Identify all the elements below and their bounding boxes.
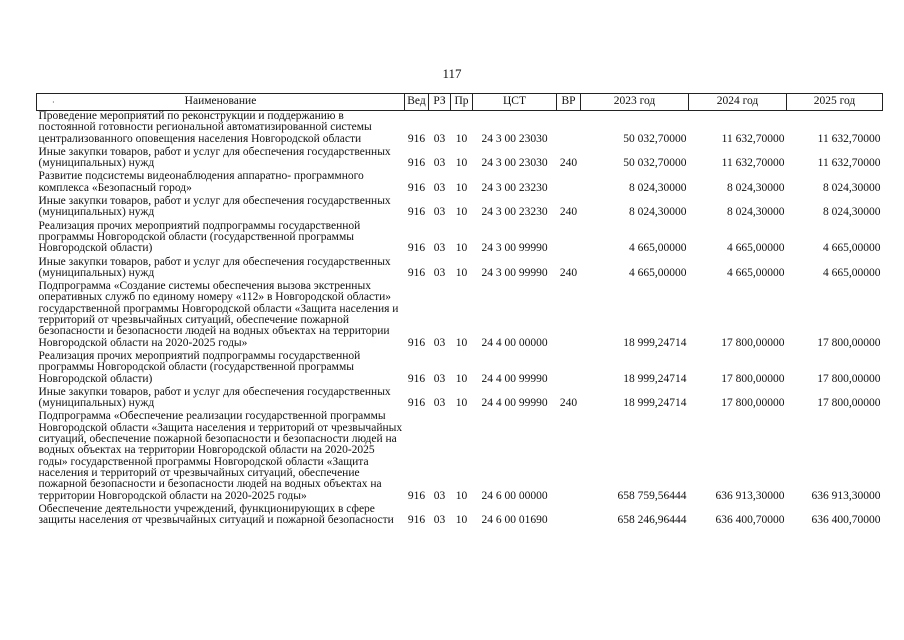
row-rz-cell: 03 <box>433 514 446 527</box>
row-pr-cell: 10 <box>455 157 468 170</box>
row-2024-cell: 11 632,70000 <box>721 157 785 170</box>
row-vr-cell <box>557 281 581 351</box>
row-pr-cell: 10 <box>455 266 468 279</box>
row-rz-cell: 03 <box>433 397 446 410</box>
row-cst-cell: 24 4 00 99990 <box>481 372 548 385</box>
row-rz-cell: 03 <box>433 157 446 170</box>
table-row <box>37 221 883 257</box>
row-2025-cell: 636 400,70000 <box>811 514 881 527</box>
row-pr-cell: 10 <box>455 206 468 219</box>
scan-dot: · <box>52 98 55 107</box>
row-2024-cell: 8 024,30000 <box>727 206 785 219</box>
row-name-cell: Развитие подсистемы видеонаблюдения аппаратно- программного комплекса «Безопасный город» <box>38 170 364 194</box>
table-row <box>37 504 883 529</box>
row-vr-cell <box>557 504 581 529</box>
row-2024-cell: 4 665,00000 <box>727 242 785 255</box>
row-rz-cell: 03 <box>433 132 446 145</box>
header-2025: 2025 год <box>787 94 883 111</box>
row-cst-cell: 24 3 00 99990 <box>481 242 548 255</box>
row-2024-cell: 17 800,00000 <box>721 372 785 385</box>
row-pr-cell: 10 <box>455 242 468 255</box>
row-name-cell: Проведение мероприятий по реконструкции и поддержанию в постоянной готовности региональной автоматизированной системы централизованного оповещения населения Новгородской области <box>38 110 372 145</box>
row-vr-cell <box>557 111 581 147</box>
header-ved: Вед <box>405 94 429 111</box>
row-name-cell: Иные закупки товаров, работ и услуг для обеспечения государственных (муниципальных) нужд <box>38 255 391 279</box>
row-rz-cell: 03 <box>433 336 446 349</box>
table-row <box>37 257 883 282</box>
row-pr-cell: 10 <box>455 181 468 194</box>
row-cst-cell: 24 3 00 23230 <box>481 206 548 219</box>
row-rz-cell: 03 <box>433 242 446 255</box>
row-vr-cell <box>557 351 581 387</box>
row-cst-cell: 24 4 00 00000 <box>481 336 548 349</box>
row-2023-cell: 4 665,00000 <box>629 266 687 279</box>
row-vr-cell: 240 <box>559 157 578 170</box>
row-ved-cell: 916 <box>407 397 426 410</box>
budget-table <box>36 93 883 528</box>
row-2023-cell: 8 024,30000 <box>629 206 687 219</box>
row-ved-cell: 916 <box>407 489 426 502</box>
row-cst-cell: 24 3 00 23030 <box>481 157 548 170</box>
row-pr-cell: 10 <box>455 514 468 527</box>
row-cst-cell: 24 3 00 23230 <box>481 181 548 194</box>
table-row <box>37 387 883 412</box>
row-2025-cell: 4 665,00000 <box>823 266 881 279</box>
row-2024-cell: 636 400,70000 <box>715 514 785 527</box>
header-vr: ВР <box>557 94 581 111</box>
row-2023-cell: 8 024,30000 <box>629 181 687 194</box>
row-vr-cell: 240 <box>559 206 578 219</box>
row-cst-cell: 24 6 00 00000 <box>481 489 548 502</box>
row-name-cell: Иные закупки товаров, работ и услуг для обеспечения государственных (муниципальных) нужд <box>38 195 391 219</box>
row-2024-cell: 8 024,30000 <box>727 181 785 194</box>
row-vr-cell <box>557 411 581 503</box>
header-2023: 2023 год <box>581 94 689 111</box>
header-rz: РЗ <box>429 94 451 111</box>
table-row <box>37 147 883 172</box>
row-vr-cell: 240 <box>559 397 578 410</box>
row-ved-cell: 916 <box>407 242 426 255</box>
table-row <box>37 411 883 503</box>
row-name-cell: Иные закупки товаров, работ и услуг для обеспечения государственных (муниципальных) нужд <box>38 385 391 410</box>
row-rz-cell: 03 <box>433 206 446 219</box>
row-2024-cell: 636 913,30000 <box>715 489 785 502</box>
row-pr-cell: 10 <box>455 397 468 410</box>
row-vr-cell: 240 <box>559 266 578 279</box>
row-2025-cell: 8 024,30000 <box>823 181 881 194</box>
header-cst: ЦСТ <box>473 94 557 111</box>
row-2023-cell: 4 665,00000 <box>629 242 687 255</box>
row-2024-cell: 17 800,00000 <box>721 336 785 349</box>
row-cst-cell: 24 6 00 01690 <box>481 514 548 527</box>
row-2023-cell: 18 999,24714 <box>623 336 687 349</box>
row-name-cell: Реализация прочих мероприятий подпрограммы государственной программы Новгородской области (государственной программы Новгородской области) <box>38 349 361 385</box>
row-2023-cell: 18 999,24714 <box>623 372 687 385</box>
row-2024-cell: 17 800,00000 <box>721 397 785 410</box>
row-2024-cell: 4 665,00000 <box>727 266 785 279</box>
row-2025-cell: 636 913,30000 <box>811 489 881 502</box>
row-2023-cell: 658 759,56444 <box>617 489 687 502</box>
header-2024: 2024 год <box>689 94 787 111</box>
row-name-cell: Обеспечение деятельности учреждений, функционирующих в сфере защиты населения от чрезвычайных ситуаций и пожарной безопасности <box>38 502 394 527</box>
row-ved-cell: 916 <box>407 181 426 194</box>
row-rz-cell: 03 <box>433 372 446 385</box>
row-pr-cell: 10 <box>455 132 468 145</box>
row-2023-cell: 18 999,24714 <box>623 397 687 410</box>
page-number: 117 <box>442 66 462 81</box>
table-row <box>37 171 883 196</box>
row-cst-cell: 24 3 00 99990 <box>481 266 548 279</box>
table-header-row <box>37 94 883 111</box>
row-name-cell: Иные закупки товаров, работ и услуг для обеспечения государственных (муниципальных) нужд <box>38 145 391 170</box>
table-row <box>37 351 883 387</box>
row-cst-cell: 24 4 00 99990 <box>481 397 548 410</box>
row-pr-cell: 10 <box>455 372 468 385</box>
row-2025-cell: 17 800,00000 <box>817 372 881 385</box>
row-ved-cell: 916 <box>407 266 426 279</box>
row-vr-cell <box>557 171 581 196</box>
row-rz-cell: 03 <box>433 266 446 279</box>
row-pr-cell: 10 <box>455 336 468 349</box>
row-2025-cell: 11 632,70000 <box>817 132 881 145</box>
row-ved-cell: 916 <box>407 372 426 385</box>
row-2023-cell: 50 032,70000 <box>623 132 687 145</box>
row-rz-cell: 03 <box>433 489 446 502</box>
row-ved-cell: 916 <box>407 157 426 170</box>
table-row <box>37 111 883 147</box>
row-name-cell: Реализация прочих мероприятий подпрограммы государственной программы Новгородской области (государственной программы Новгородской области) <box>38 219 361 255</box>
row-2023-cell: 658 246,96444 <box>617 514 687 527</box>
row-2023-cell: 50 032,70000 <box>623 157 687 170</box>
row-pr-cell: 10 <box>455 489 468 502</box>
header-name: Наименование <box>37 94 405 111</box>
table-row <box>37 196 883 221</box>
row-2025-cell: 8 024,30000 <box>823 206 881 219</box>
table-row <box>37 281 883 351</box>
row-ved-cell: 916 <box>407 206 426 219</box>
row-2025-cell: 17 800,00000 <box>817 397 881 410</box>
row-rz-cell: 03 <box>433 181 446 194</box>
row-2025-cell: 11 632,70000 <box>817 157 881 170</box>
row-name-cell: Подпрограмма «Обеспечение реализации государственной программы Новгородской области «Защита населения и территорий от чрезвычайных ситуаций, обеспечение пожарной безопасности и безопасности людей на водных объектах на территории Новгородской области на 2020-2025 годы» государственной программы Новгородской области «Защита населения и территорий от чрезвычайных ситуаций, обеспечение пожарной безопасности и безопасности людей на водных объектах на территории Новгородской области на 2020-2025 годы» <box>38 410 403 502</box>
row-vr-cell <box>557 221 581 257</box>
row-ved-cell: 916 <box>407 514 426 527</box>
row-2024-cell: 11 632,70000 <box>721 132 785 145</box>
row-name-cell: Подпрограмма «Создание системы обеспечения вызова экстренных оперативных служб по единому номеру «112» в Новгородской области» государственной программы Новгородской области «Защита населения и территорий от чрезвычайных ситуаций, обеспечение пожарной безопасности и безопасности людей на водных объектах на территории Новгородской области на 2020-2025 годы» <box>38 280 399 349</box>
row-ved-cell: 916 <box>407 336 426 349</box>
header-pr: Пр <box>451 94 473 111</box>
table-body <box>37 111 883 529</box>
row-2025-cell: 4 665,00000 <box>823 242 881 255</box>
row-ved-cell: 916 <box>407 132 426 145</box>
row-2025-cell: 17 800,00000 <box>817 336 881 349</box>
row-cst-cell: 24 3 00 23030 <box>481 132 548 145</box>
